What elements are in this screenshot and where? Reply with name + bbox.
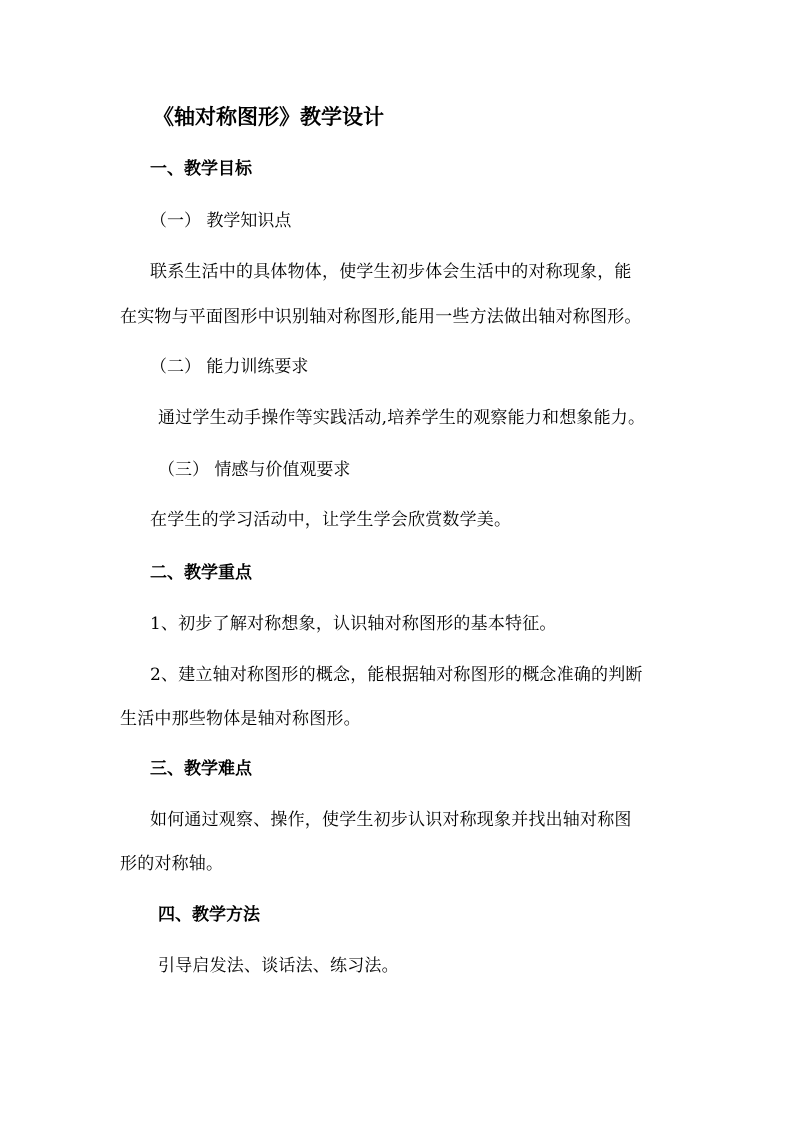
section-heading-methods: 四、教学方法 (158, 905, 260, 925)
paragraph-line: 如何通过观察、操作，使学生初步认识对称现象并找出轴对称图 (150, 810, 632, 830)
paragraph-line: 形的对称轴。 (120, 854, 224, 874)
section-heading-key-points: 二、教学重点 (150, 563, 252, 583)
paragraph-line: 在实物与平面图形中识别轴对称图形,能用一些方法做出轴对称图形。 (120, 307, 642, 327)
paragraph-line: 引导启发法、谈话法、练习法。 (158, 956, 399, 976)
document-title: 《轴对称图形》教学设计 (153, 104, 384, 129)
paragraph-line: 1、初步了解对称想象，认识轴对称图形的基本特征。 (150, 614, 557, 634)
subheading-emotion-values: （三） 情感与价值观要求 (158, 460, 351, 480)
subheading-ability-requirements: （二） 能力训练要求 (150, 357, 309, 377)
paragraph-line: 生活中那些物体是轴对称图形。 (120, 709, 361, 729)
paragraph-line: 在学生的学习活动中，让学生学会欣赏数学美。 (150, 510, 512, 530)
section-heading-objectives: 一、教学目标 (150, 159, 252, 179)
section-heading-difficulties: 三、教学难点 (150, 759, 252, 779)
paragraph-line: 通过学生动手操作等实践活动,培养学生的观察能力和想象能力。 (158, 408, 646, 428)
paragraph-line: 2、建立轴对称图形的概念，能根据轴对称图形的概念准确的判断 (150, 665, 643, 685)
subheading-knowledge-points: （一） 教学知识点 (150, 211, 292, 231)
paragraph-line: 联系生活中的具体物体，使学生初步体会生活中的对称现象，能 (150, 262, 632, 282)
